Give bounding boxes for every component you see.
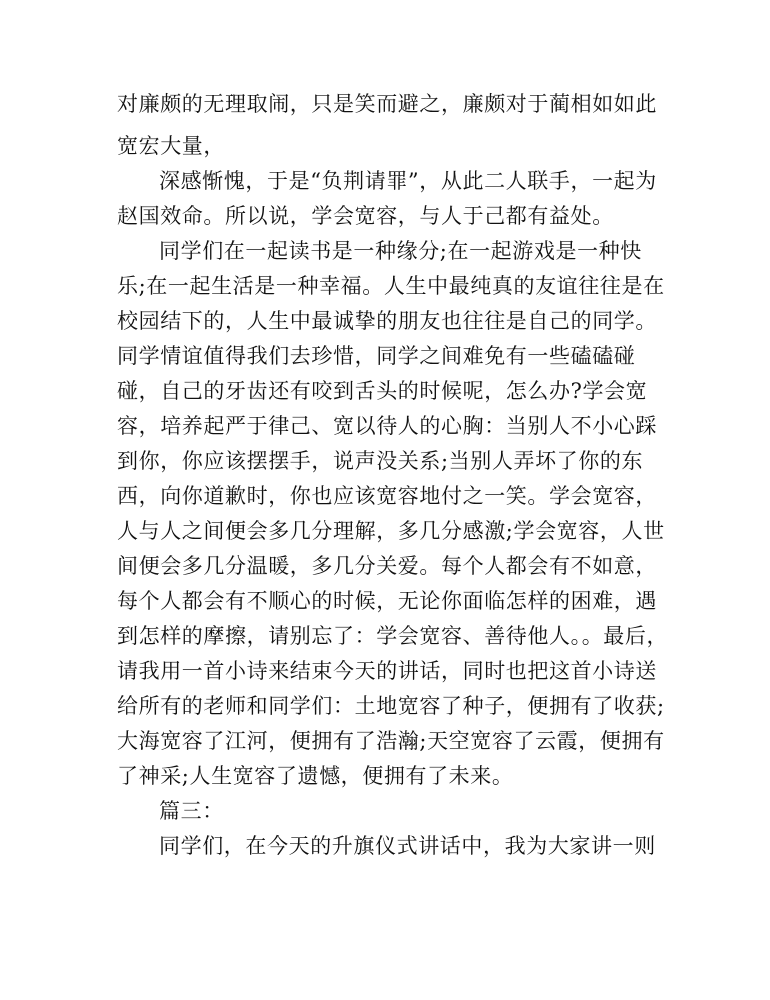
text-line: 西，向你道歉时，你也应该宽容地付之一笑。学会宽容，: [117, 484, 657, 508]
text-line: 请我用一首小诗来结束今天的讲话，同时也把这首小诗送: [117, 659, 657, 683]
text-line: 深感惭愧，于是“负荆请罪”，从此二人联手，一起为: [159, 169, 657, 193]
text-line: 校园结下的，人生中最诚挚的朋友也往往是自己的同学。: [117, 309, 657, 333]
text-line: 同学情谊值得我们去珍惜，同学之间难免有一些磕磕碰: [117, 344, 636, 368]
text-line: 每个人都会有不顺心的时候，无论你面临怎样的困难，遇: [117, 589, 657, 613]
text-line: 同学们在一起读书是一种缘分;在一起游戏是一种快: [159, 239, 642, 263]
text-line: 同学们，在今天的升旗仪式讲话中，我为大家讲一则: [159, 834, 656, 858]
text-line: 人与人之间便会多几分理解，多几分感激;学会宽容，人世: [117, 519, 665, 543]
text-line: 给所有的老师和同学们：土地宽容了种子，便拥有了收获;: [117, 694, 665, 718]
text-line: 宽宏大量，: [117, 134, 225, 158]
text-line: 对廉颇的无理取闹，只是笑而避之，廉颇对于蔺相如如此: [117, 92, 657, 116]
section-heading: 篇三：: [159, 799, 224, 823]
text-line: 了神采;人生宽容了遗憾，便拥有了未来。: [117, 764, 514, 788]
text-line: 碰，自己的牙齿还有咬到舌头的时候呢，怎么办?学会宽: [117, 379, 648, 403]
text-line: 到怎样的摩擦，请别忘了：学会宽容、善待他人。。最后，: [117, 624, 669, 648]
text-line: 间便会多几分温暖，多几分关爱。每个人都会有不如意，: [117, 554, 657, 578]
text-line: 大海宽容了江河，便拥有了浩瀚;天空宽容了云霞，便拥有: [117, 729, 665, 753]
text-line: 赵国效命。所以说，学会宽容，与人于己都有益处。: [117, 204, 614, 228]
text-line: 容，培养起严于律己、宽以待人的心胸：当别人不小心踩: [117, 414, 657, 438]
text-line: 到你，你应该摆摆手，说声没关系;当别人弄坏了你的东: [117, 449, 644, 473]
text-line: 乐;在一起生活是一种幸福。人生中最纯真的友谊往往是在: [117, 274, 665, 298]
